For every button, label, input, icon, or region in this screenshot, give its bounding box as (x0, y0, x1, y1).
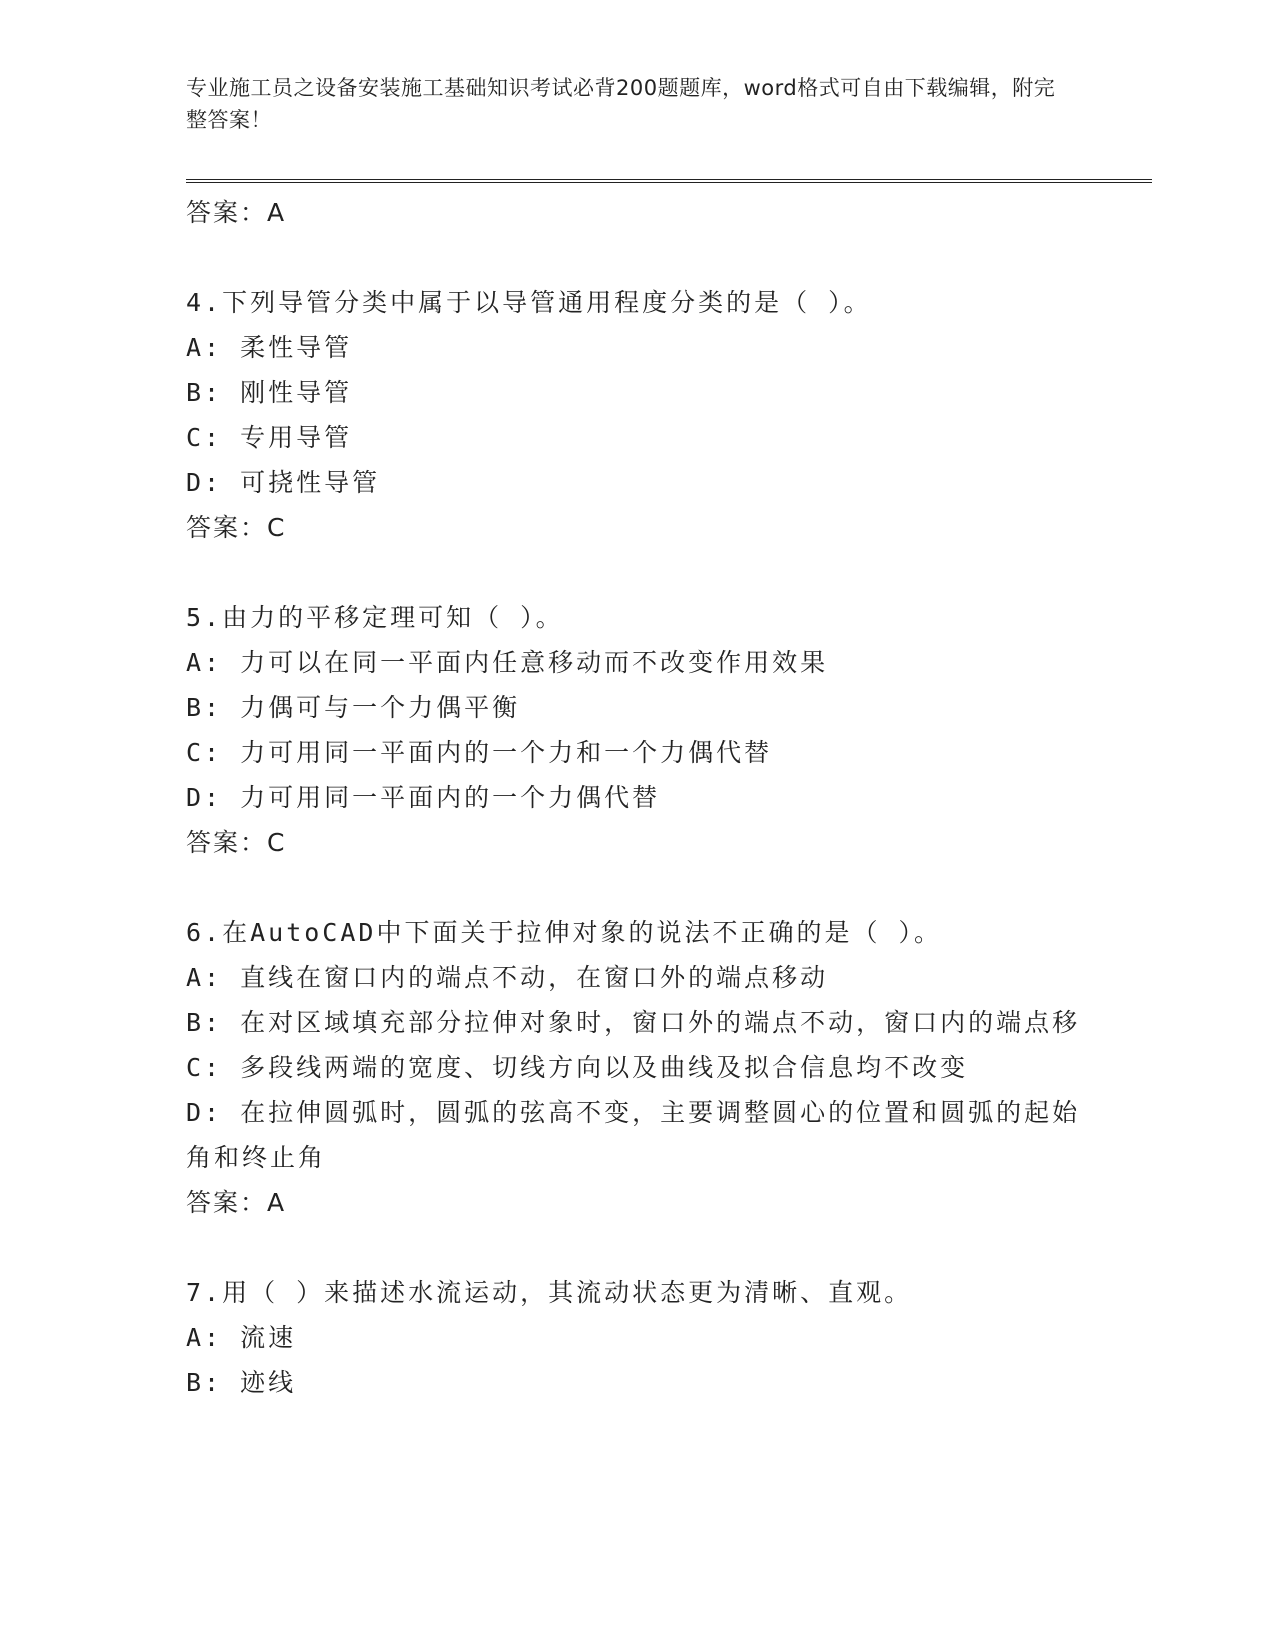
option-a: A: 直线在窗口内的端点不动，在窗口外的端点移动 (186, 963, 829, 992)
option-d: D: 力可用同一平面内的一个力偶代替 (186, 783, 661, 812)
question-stem: 6.在AutoCAD中下面关于拉伸对象的说法不正确的是（ ）。 (186, 918, 943, 947)
option-d: D: 在拉伸圆弧时，圆弧的弦高不变，主要调整圆心的位置和圆弧的起始角和终止角 (186, 1098, 1081, 1172)
question-list (186, 190, 1086, 1405)
option-b: B: 迹线 (186, 1368, 297, 1397)
question-stem: 7.用（ ）来描述水流运动，其流动状态更为清晰、直观。 (186, 1278, 913, 1307)
header-divider (186, 182, 1152, 183)
option-b: B: 在对区域填充部分拉伸对象时，窗口外的端点不动，窗口内的端点移 (186, 1008, 1081, 1037)
question-stem: 5.由力的平移定理可知（ ）。 (186, 603, 564, 632)
question-stem: 4.下列导管分类中属于以导管通用程度分类的是（ ）。 (186, 288, 872, 317)
option-a: A: 力可以在同一平面内任意移动而不改变作用效果 (186, 648, 829, 677)
option-b: B: 力偶可与一个力偶平衡 (186, 693, 521, 722)
option-c: C: 专用导管 (186, 423, 353, 452)
answer-line: 答案：A (186, 198, 287, 227)
option-a: A: 流速 (186, 1323, 297, 1352)
document-header: 专业施工员之设备安装施工基础知识考试必背200题题库，word格式可自由下载编辑，附完整答案！ (186, 76, 1056, 132)
answer-line: 答案：C (186, 828, 287, 857)
option-d: D: 可挠性导管 (186, 468, 381, 497)
option-b: B: 刚性导管 (186, 378, 353, 407)
option-a: A: 柔性导管 (186, 333, 353, 362)
question-block (186, 1270, 1086, 1405)
question-block (186, 595, 1086, 865)
answer-line: 答案：A (186, 1188, 287, 1217)
answer-line: 答案：C (186, 513, 287, 542)
option-c: C: 多段线两端的宽度、切线方向以及曲线及拟合信息均不改变 (186, 1053, 969, 1082)
question-block (186, 280, 1086, 550)
option-c: C: 力可用同一平面内的一个力和一个力偶代替 (186, 738, 773, 767)
header-divider (186, 179, 1152, 180)
question-block (186, 910, 1086, 1225)
